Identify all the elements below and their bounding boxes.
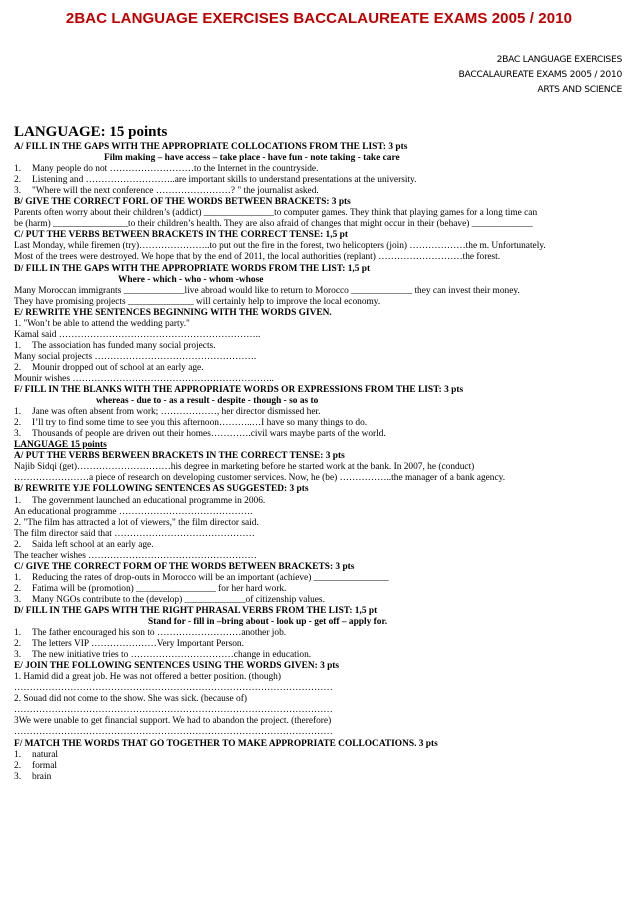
line-text: 2. Souad did not come to the show. She was sick. (because of) (14, 694, 247, 705)
line-text: D/ FILL IN THE GAPS WITH THE RIGHT PHRASAL VERBS FROM THE LIST: 1,5 pt (14, 605, 378, 616)
text-line (14, 363, 626, 374)
line-text: Where - which - who - whom -whose (118, 274, 264, 285)
line-text: Saida left school at an early age. (32, 539, 154, 550)
line-text: be (harm) ________________to their children’s health. They are also afraid of changes that might occur in their (behave) _____________ (14, 219, 533, 230)
text-line (14, 716, 626, 727)
text-line (14, 507, 626, 518)
text-line (14, 297, 626, 308)
line-text: Listening and ………………………..are important skills to understand presentations at the university. (32, 175, 417, 186)
section-heading (14, 562, 626, 573)
line-text: C/ PUT THE VERBS BETWEEN BRACKETS IN THE CORRECT TENSE: 1,5 pt (14, 230, 348, 241)
text-line (14, 672, 626, 683)
section-title: LANGUAGE: 15 points (14, 124, 168, 140)
line-text: C/ GIVE THE CORRECT FORM OF THE WORDS BETWEEN BRACKETS: 3 pts (14, 561, 355, 572)
text-line (14, 584, 626, 595)
line-text: A/ FILL IN THE GAPS WITH THE APPROPRIATE COLLOCATIONS FROM THE LIST: 3 pts (14, 142, 408, 152)
text-line (14, 727, 626, 738)
item-number: 3. (14, 650, 22, 661)
text-line (14, 628, 626, 639)
line-text: Najib Sidqi (get)…………………………his degree in marketing before he started work at the bank. In 2007, he (conduct) (14, 462, 475, 473)
section-heading (14, 197, 626, 208)
line-text: Kamal said ……………………………………………………….. (14, 329, 261, 340)
line-text: LANGUAGE 15 points (14, 440, 107, 451)
text-line (14, 186, 626, 197)
line-text: I’ll try to find some time to see you this afternoon………..…I have so many things to do. (32, 418, 368, 429)
line-text: The father encouraged his son to ………………………another job. (32, 628, 287, 639)
section-heading (14, 308, 626, 319)
line-text: ………………………………………………………………………………………… (14, 683, 333, 694)
text-line (14, 639, 626, 650)
item-number: 1. (14, 495, 22, 506)
text-line (14, 374, 626, 385)
item-number: 2. (14, 175, 22, 186)
item-number: 1. (14, 340, 22, 351)
item-number: 1. (14, 407, 22, 418)
section-heading (14, 617, 626, 628)
item-number: 1. (14, 749, 22, 760)
item-number: 3. (14, 186, 22, 197)
section-heading (14, 396, 626, 407)
item-number: 2. (14, 418, 22, 429)
line-text: The film director said that ……………………………………… (14, 528, 255, 539)
text-line (14, 208, 626, 219)
section-heading (14, 264, 626, 275)
text-line (14, 573, 626, 584)
section-heading (14, 451, 626, 462)
line-text: The government launched an educational programme in 2006. (32, 495, 266, 506)
line-text: Mounir dropped out of school at an early age. (32, 362, 204, 373)
text-line (14, 175, 626, 186)
text-line (14, 164, 626, 175)
document-body (14, 124, 626, 783)
text-line (14, 694, 626, 705)
item-number: 1. (14, 572, 22, 583)
line-text: The new initiative tries to ……………………………change in education. (32, 650, 312, 661)
line-text: Stand for - fill in –bring about - look up - get off – apply for. (148, 617, 388, 628)
item-number: 3. (14, 771, 22, 782)
section-heading (14, 153, 626, 164)
text-line (14, 761, 626, 772)
line-text: Last Monday, while firemen (try)…………………..to put out the fire in the forest, two helicopters (join) ………………the m. Unfortunately. (14, 241, 546, 252)
line-text: The teacher wishes ……………………………………………… (14, 550, 257, 561)
section-heading (14, 606, 626, 617)
line-text: 1. "Won’t be able to attend the wedding party." (14, 318, 190, 329)
text-line (14, 518, 626, 529)
line-text: F/ MATCH THE WORDS THAT GO TOGETHER TO MAKE APPROPRIATE COLLOCATIONS. 3 pts (14, 738, 438, 749)
header-right-line-2: BACCALAUREATE EXAMS 2005 / 2010 (458, 69, 622, 80)
line-text: E/ REWRITE YHE SENTENCES BEGINNING WITH THE WORDS GIVEN. (14, 307, 332, 318)
text-line (14, 595, 626, 606)
text-line (14, 772, 626, 783)
header-right-block (459, 52, 622, 97)
line-text: Many NGOs contribute to the (develop) _____________of citizenship values. (32, 594, 325, 605)
line-text: whereas - due to - as a result - despite - though - so as to (96, 396, 319, 407)
text-line (14, 496, 626, 507)
text-line (14, 462, 626, 473)
text-line (14, 540, 626, 551)
line-text: A/ PUT THE VERBS BERWEEN BRACKETS IN THE CORRECT TENSE: 3 pts (14, 451, 345, 462)
line-text: "Where will the next conference ……………………? " the journalist asked. (32, 186, 319, 197)
text-line (14, 319, 626, 330)
item-number: 3. (14, 594, 22, 605)
line-text: 2. "The film has attracted a lot of viewers," the film director said. (14, 517, 259, 528)
text-line (14, 551, 626, 562)
item-number: 3. (14, 429, 22, 440)
line-text: An educational programme ……………………………………. (14, 506, 253, 517)
section-heading (14, 142, 626, 153)
section-heading (14, 385, 626, 396)
line-text: natural (32, 749, 59, 760)
line-text: Jane was often absent from work; ………………, her director dismissed her. (32, 407, 321, 418)
item-number: 1. (14, 628, 22, 639)
section-heading (14, 739, 626, 750)
line-text: ………………………………………………………………………………………… (14, 705, 333, 716)
line-text: ………………………………………………………………………………………… (14, 727, 333, 738)
section-heading (14, 440, 626, 451)
header-right-line-3: ARTS AND SCIENCE (537, 84, 622, 95)
line-text: Most of the trees were destroyed. We hope that by the end of 2011, the local authorities (replant) ………………………the forest. (14, 252, 501, 263)
section-heading (14, 275, 626, 286)
line-text: Fatima will be (promotion) _________________ for her hard work. (32, 583, 287, 594)
text-line (14, 650, 626, 661)
line-text: The association has funded many social projects. (32, 340, 216, 351)
text-line (14, 241, 626, 252)
text-line (14, 219, 626, 230)
line-text: formal (32, 760, 57, 771)
section-heading (14, 230, 626, 241)
section-heading (14, 661, 626, 672)
line-text: Many people do not ………………………to the Internet in the countryside. (32, 164, 319, 175)
item-number: 2. (14, 760, 22, 771)
header-right-line-1: 2BAC LANGUAGE EXERCISES (496, 54, 622, 65)
line-text: brain (32, 771, 52, 782)
line-text: Parents often worry about their children’s (addict) _______________to computer games. They think that playing games for a long time can (14, 208, 538, 219)
line-text: ……………………a piece of research on developing customer services. Now, he (be) ……………..the manager of a bank agency. (14, 473, 506, 484)
line-text: B/ REWRITE YJE FOLLOWING SENTENCES AS SUGGESTED: 3 pts (14, 484, 309, 495)
text-line (14, 330, 626, 341)
line-text: 3We were unable to get financial support. We had to abandon the project. (therefore) (14, 716, 332, 727)
text-line (14, 750, 626, 761)
line-text: Thousands of people are driven out their homes………….civil wars maybe parts of the world. (32, 429, 386, 440)
text-line (14, 352, 626, 363)
section-heading (14, 484, 626, 495)
text-line (14, 341, 626, 352)
line-text: They have promising projects ______________ will certainly help to improve the local economy. (14, 296, 381, 307)
line-text: Film making – have access – take place - have fun - note taking - take care (104, 153, 400, 164)
line-text: Reducing the rates of drop-outs in Morocco will be an important (achieve) ________________ (32, 572, 389, 583)
exam-banner-title: 2BAC LANGUAGE EXERCISES BACCALAUREATE EXAMS 2005 / 2010 (65, 10, 573, 27)
text-line (14, 407, 626, 418)
line-text: D/ FILL IN THE GAPS WITH THE APPROPRIATE WORDS FROM THE LIST: 1,5 pt (14, 263, 371, 274)
text-line (14, 429, 626, 440)
line-text: Mounir wishes ……………………………………………………….. (14, 373, 274, 384)
item-number: 2. (14, 639, 22, 650)
item-number: 2. (14, 539, 22, 550)
text-line (14, 705, 626, 716)
text-line (14, 252, 626, 263)
text-line (14, 473, 626, 484)
item-number: 1. (14, 164, 22, 175)
line-text: Many social projects ……………………………………………. (14, 351, 257, 362)
text-line (14, 529, 626, 540)
item-number: 2. (14, 583, 22, 594)
line-text: B/ GIVE THE CORRECT FORL OF THE WORDS BETWEEN BRACKETS: 3 pts (14, 197, 351, 208)
text-line (14, 683, 626, 694)
text-line (14, 418, 626, 429)
line-text: F/ FILL IN THE BLANKS WITH THE APPROPRIATE WORDS OR EXPRESSIONS FROM THE LIST: 3 pts (14, 385, 464, 396)
line-text: Many Moroccan immigrants _____________live abroad would like to return to Morocco _____________ they can invest their money. (14, 285, 520, 296)
line-text: 1. Hamid did a great job. He was not offered a better position. (though) (14, 672, 281, 683)
text-line (14, 286, 626, 297)
item-number: 2. (14, 362, 22, 373)
line-text: E/ JOIN THE FOLLOWING SENTENCES USING THE WORDS GIVEN: 3 pts (14, 661, 340, 672)
line-text: The letters VIP …………………Very Important Person. (32, 639, 244, 650)
